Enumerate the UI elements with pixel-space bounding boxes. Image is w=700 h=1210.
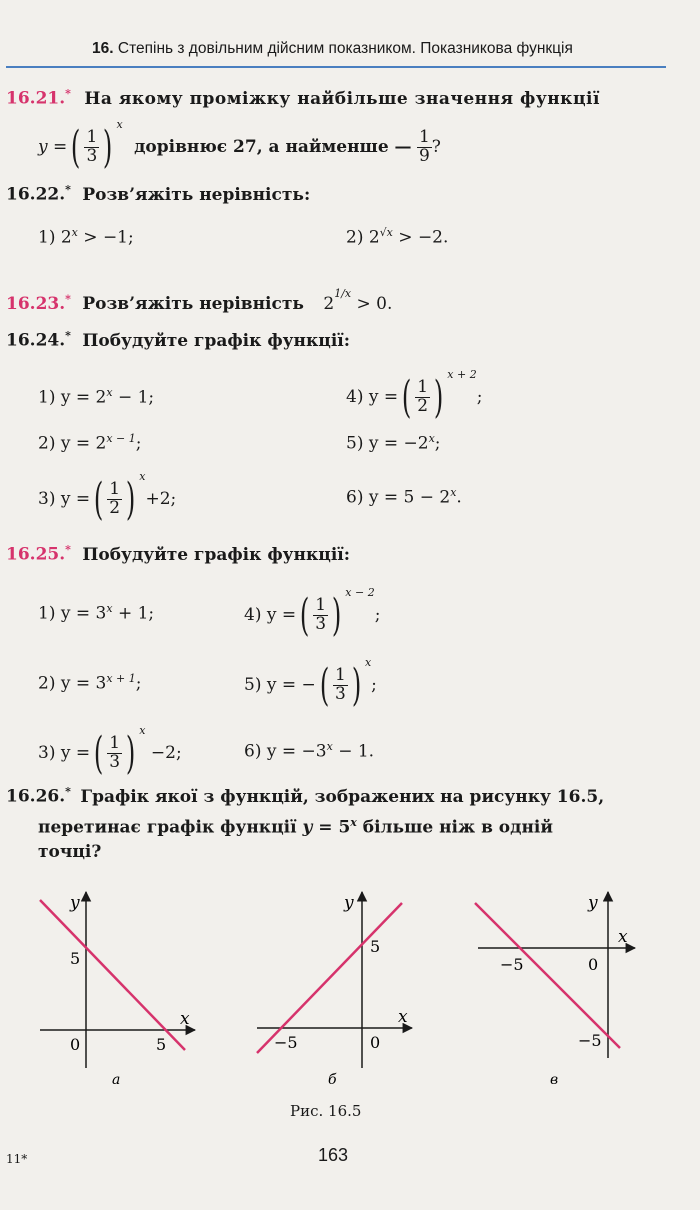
graph-line xyxy=(40,900,185,1050)
problem-16-26-line3: точці? xyxy=(38,842,102,862)
problem-16-22: 16.22.* Розв’яжіть нерівність: xyxy=(6,183,311,205)
p1625-item-3: 3) y =( $\frac{1}{3}$ ) $^x$ −2; xyxy=(38,724,182,779)
p1624-item-1: 1) $y = 2^x - 1$; xyxy=(38,386,155,408)
tick-y: 5 xyxy=(370,937,381,956)
p1625-item-4: 4) y =( $\frac{1}{3}$ ) $^{x - 2}$; xyxy=(244,586,381,641)
problem-16-22-item-2: 2) $2^{√x} > -2$. xyxy=(346,226,449,248)
problem-text: На якому проміжку найбільше значення функції xyxy=(84,88,600,109)
section-title: Степінь з довільним дійсним показником. Показникова функція xyxy=(117,40,573,57)
difficulty-star: * xyxy=(65,87,71,100)
p1625-item-1: 1) $y = 3^x + 1$; xyxy=(38,602,155,624)
problem-16-21-line2: y =( $\frac{1}{3}$ ) $^x$ дорівнює 27, а найменше — $\frac{1}{9}$ ? xyxy=(38,118,441,173)
x-label: x xyxy=(618,927,628,947)
problem-16-23: 16.23.* Розв’яжіть нерівність $2^{1/x} > 0$. xyxy=(6,287,393,314)
tick-x: −5 xyxy=(274,1033,298,1052)
problem-16-25: 16.25.* Побудуйте графік функції: xyxy=(6,543,351,565)
origin: 0 xyxy=(588,955,599,974)
p1625-item-5: 5) y = −( $\frac{1}{3}$ ) $^x$; xyxy=(244,656,377,711)
x-label: x xyxy=(398,1007,408,1027)
graph-line xyxy=(257,903,402,1053)
fraction: $\frac{1}{3}$ xyxy=(86,127,98,166)
origin: 0 xyxy=(370,1033,381,1052)
figure-label: в xyxy=(550,1072,559,1088)
figure-c xyxy=(470,888,645,1088)
figure-caption: Рис. 16.5 xyxy=(290,1102,362,1120)
running-header xyxy=(92,40,573,58)
figure-label: а xyxy=(112,1072,121,1088)
tick-y: 5 xyxy=(70,949,81,968)
graph-line xyxy=(475,903,620,1048)
p1624-item-2: 2) $y = 2^{x - 1}$; xyxy=(38,432,142,454)
p1624-item-5: 5) $y = -2^x$; xyxy=(346,432,441,454)
p1625-item-2: 2) $y = 3^{x + 1}$; xyxy=(38,672,142,694)
tick-x: 5 xyxy=(156,1035,167,1054)
p1624-item-4: 4) y =( $\frac{1}{2}$ ) $^{x + 2}$; xyxy=(346,368,483,423)
problem-16-24: 16.24.* Побудуйте графік функції: xyxy=(6,329,351,351)
fraction-min: $\frac{1}{9}$ xyxy=(418,127,430,166)
tick-y: −5 xyxy=(578,1031,602,1050)
header-rule xyxy=(6,66,666,68)
equals: = xyxy=(53,137,68,157)
problem-16-26-line2: перетинає графік функції $y = 5^x$ більше ніж в одній xyxy=(38,816,553,838)
y-label: y xyxy=(344,893,354,913)
page-number: 163 xyxy=(318,1145,349,1165)
x-label: x xyxy=(180,1009,190,1029)
p1624-item-3: 3) y =( $\frac{1}{2}$ ) $^x$+2; xyxy=(38,470,177,525)
problem-number: 16.21. xyxy=(6,88,66,109)
y-label: y xyxy=(588,893,598,913)
p1624-item-6: 6) $y = 5 - 2^x$. xyxy=(346,486,462,508)
origin: 0 xyxy=(70,1035,81,1054)
figure-label: б xyxy=(328,1072,337,1088)
problem-16-21-line1 xyxy=(6,88,600,108)
section-number: 16. xyxy=(92,40,114,57)
tick-x: −5 xyxy=(500,955,524,974)
y-label: y xyxy=(70,893,80,913)
var-y: y xyxy=(38,137,48,157)
problem-16-22-item-1: 1) $2^x > -1$; xyxy=(38,226,134,248)
problem-16-26: 16.26.* Графік якої з функцій, зображених на рисунку 16.5, xyxy=(6,785,605,807)
figure-a xyxy=(30,888,200,1088)
p1625-item-6: 6) $y = -3^x - 1$. xyxy=(244,740,375,762)
figure-b xyxy=(252,888,422,1088)
footer-mark: 11* xyxy=(6,1152,28,1166)
